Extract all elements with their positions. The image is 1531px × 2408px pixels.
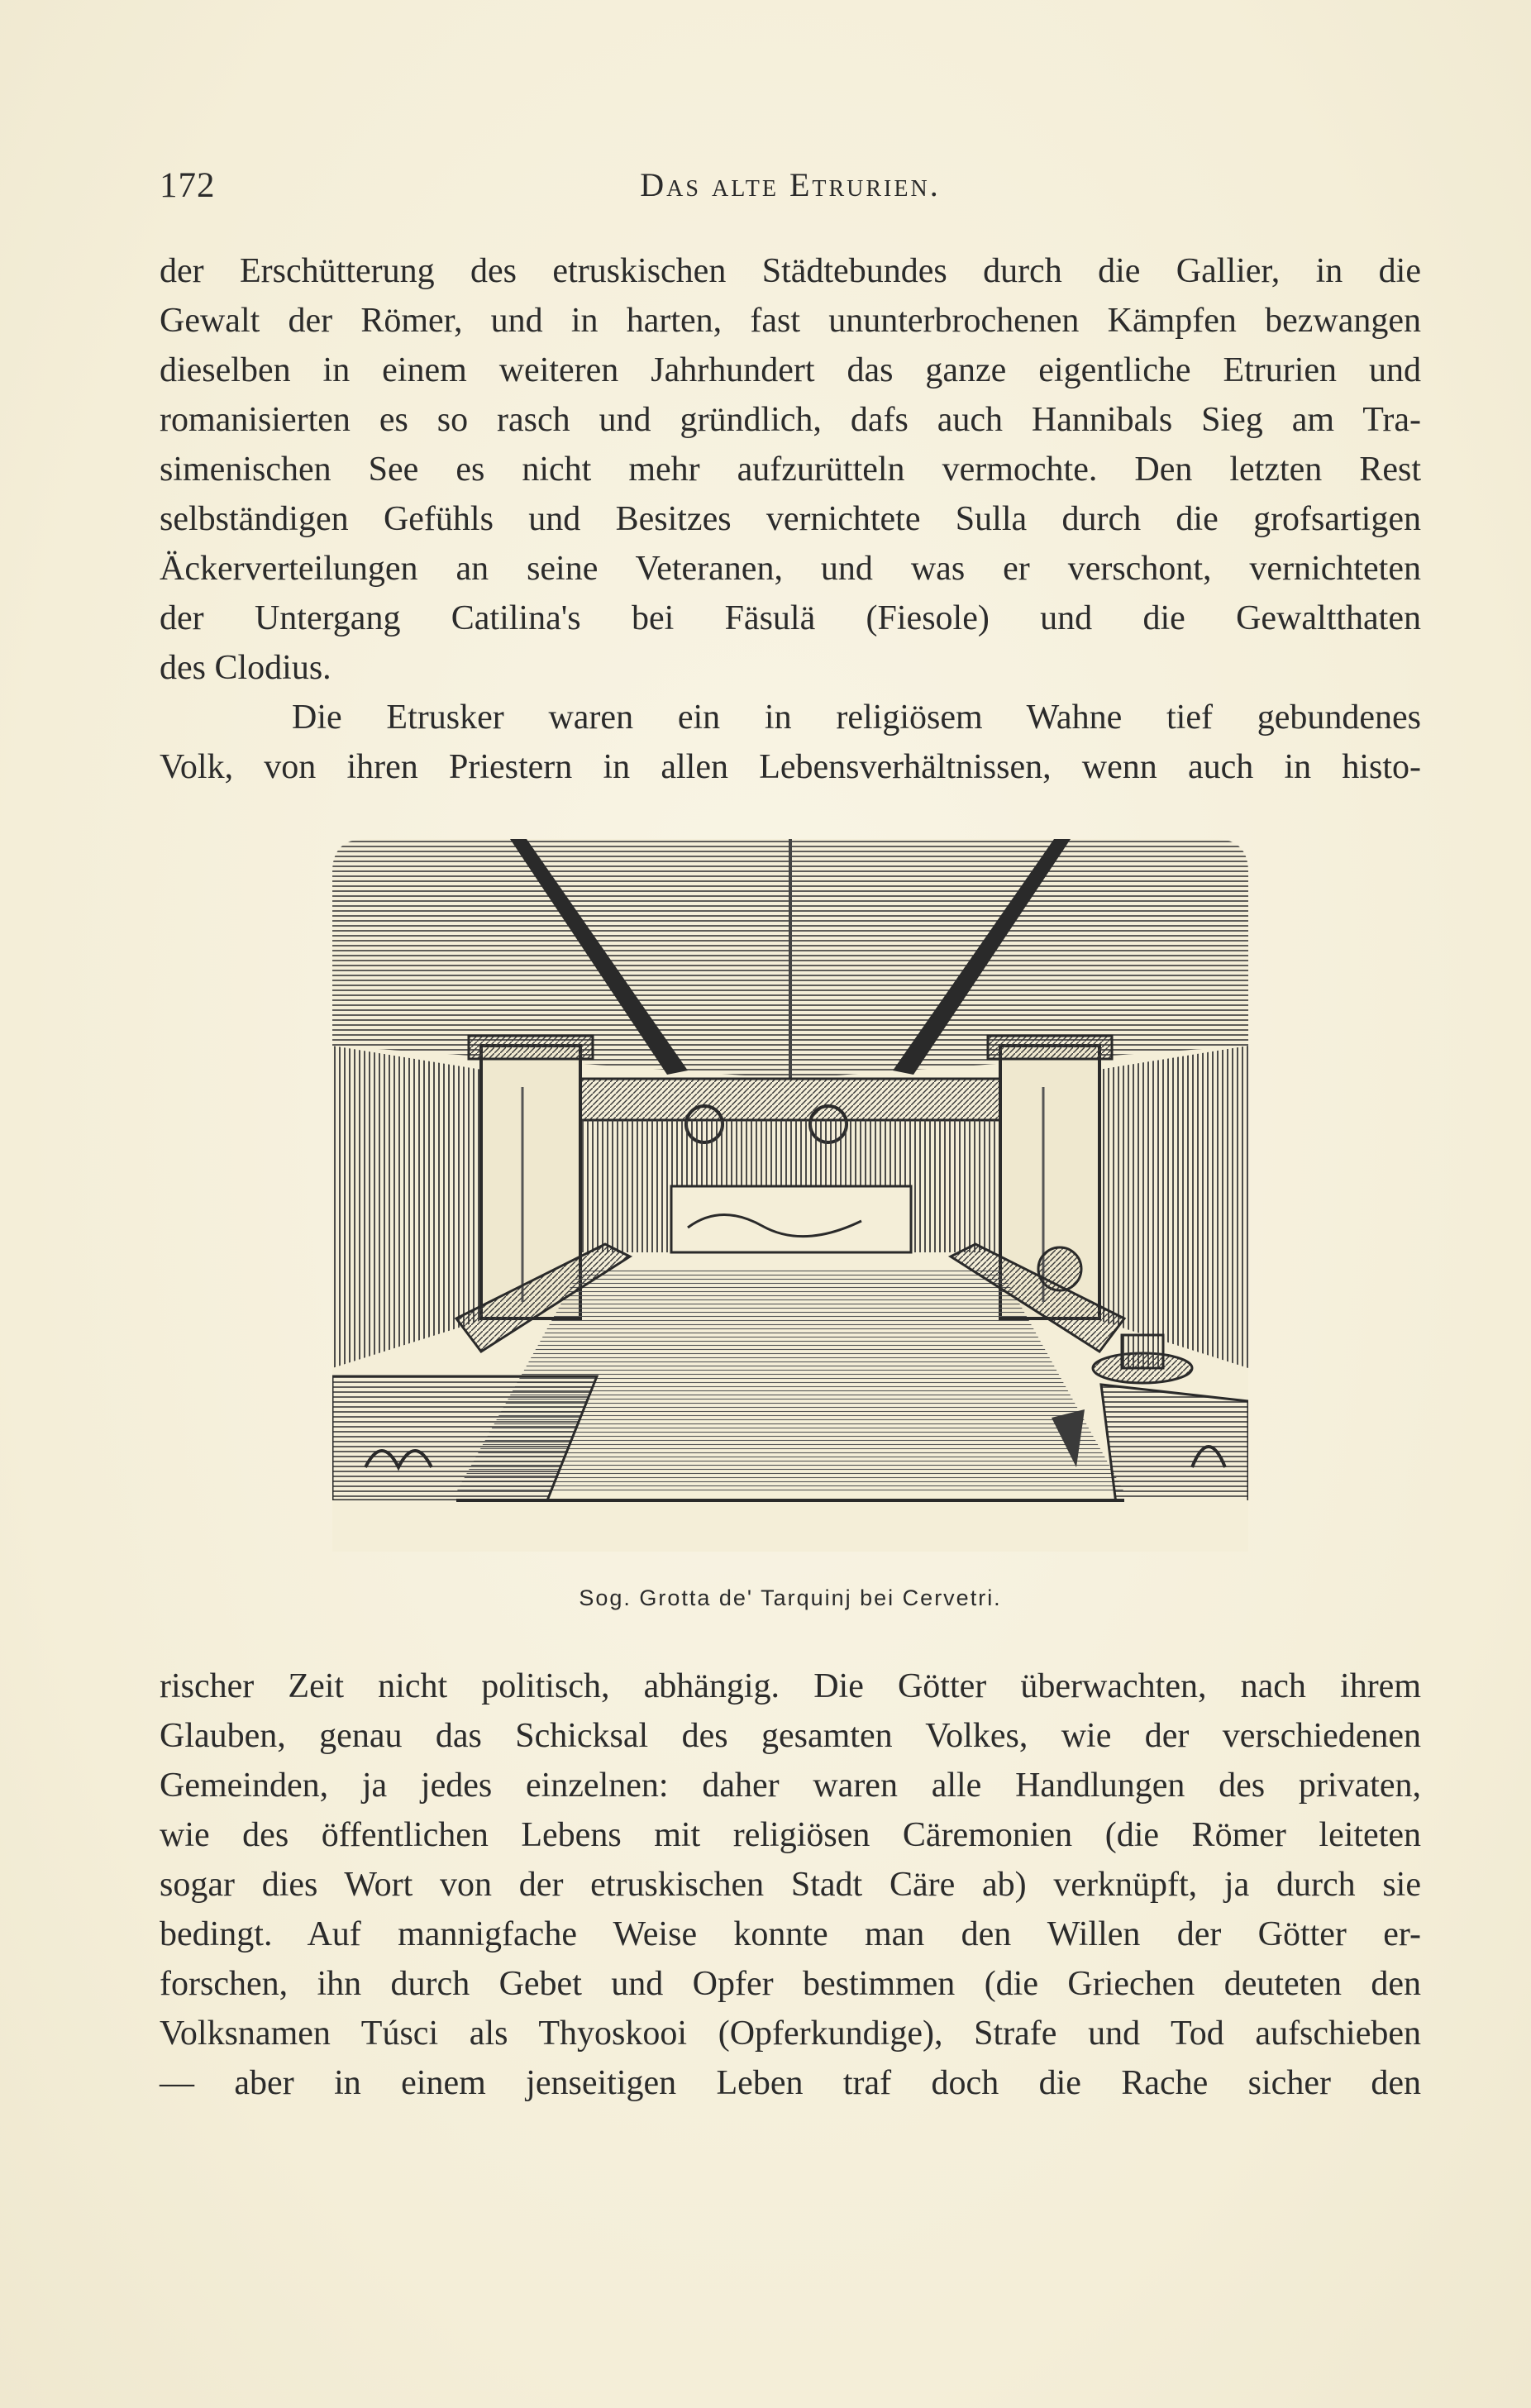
text-line: Gewalt der Römer, und in harten, fast ununterbrochenen Kämpfen bezwangen (160, 302, 1421, 340)
text-line: romanisierten es so rasch und gründlich, dafs auch Hannibals Sieg am Tra- (160, 401, 1421, 439)
text-line: — aber in einem jenseitigen Leben traf doch die Rache sicher den (160, 2064, 1421, 2102)
text-block-top (160, 246, 1421, 792)
text-line: sogar dies Wort von der etruskischen Stadt Cäre ab) verknüpft, ja durch sie (160, 1866, 1421, 1904)
text-line: des Clodius. (160, 649, 331, 687)
text-line: Gemeinden, ja jedes einzelnen: daher waren alle Handlungen des privaten, (160, 1767, 1421, 1805)
text-line: der Erschütterung des etruskischen Städtebundes durch die Gallier, in die (160, 252, 1421, 290)
text-line: rischer Zeit nicht politisch, abhängig. Die Götter überwachten, nach ihrem (160, 1667, 1421, 1705)
text-line: Äckerverteilungen an seine Veteranen, und was er verschont, vernichteten (160, 550, 1421, 588)
figure-caption: Sog. Grotta de' Tarquinj bei Cervetri. (579, 1585, 1002, 1610)
engraving-tomb-interior (332, 839, 1248, 1552)
text-line: Volk, von ihren Priestern in allen Lebensverhältnissen, wenn auch in histo- (160, 748, 1421, 786)
text-line: Die Etrusker waren ein in religiösem Wahne tief gebundenes (292, 699, 1421, 737)
text-line: simenischen See es nicht mehr aufzurütteln vermochte. Den letzten Rest (160, 451, 1421, 489)
running-title: Das alte Etrurien. (640, 166, 941, 203)
text-line: wie des öffentlichen Lebens mit religiösen Cäremonien (die Römer leiteten (160, 1816, 1421, 1854)
tomb-illustration (332, 839, 1248, 1552)
text-block-bottom (160, 1662, 1421, 2108)
page-header (160, 165, 1421, 215)
text-line: forschen, ihn durch Gebet und Opfer bestimmen (die Griechen deuteten den (160, 1965, 1421, 2003)
text-line: der Untergang Catilina's bei Fäsulä (Fiesole) und die Gewaltthaten (160, 599, 1421, 637)
page-number: 172 (160, 166, 216, 205)
text-line: Glauben, genau das Schicksal des gesamten Volkes, wie der verschiedenen (160, 1717, 1421, 1755)
text-line: selbständigen Gefühls und Besitzes vernichtete Sulla durch die grofsartigen (160, 500, 1421, 538)
text-line: Volksnamen Túsci als Thyoskooi (Opferkundige), Strafe und Tod aufschieben (160, 2015, 1421, 2053)
text-line: bedingt. Auf mannigfache Weise konnte man den Willen der Götter er- (160, 1915, 1421, 1953)
text-line: dieselben in einem weiteren Jahrhundert das ganze eigentliche Etrurien und (160, 351, 1421, 389)
